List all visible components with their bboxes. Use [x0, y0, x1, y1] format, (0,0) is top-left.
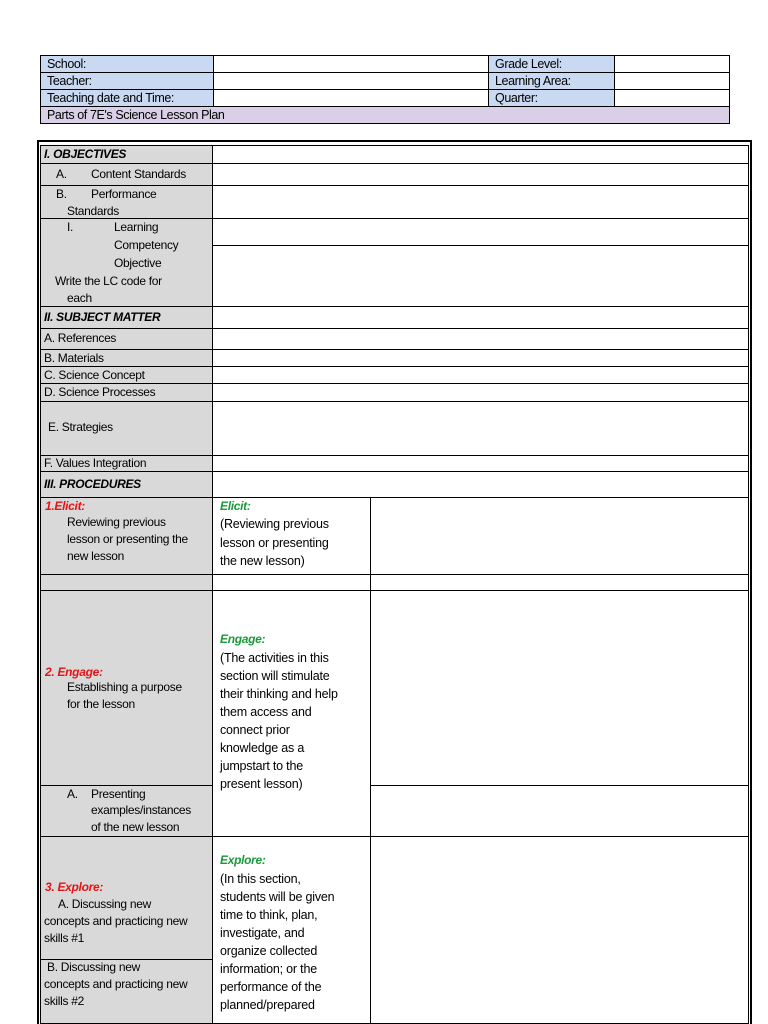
learning-competency-label-3: Objective: [114, 256, 162, 270]
lc-code-field[interactable]: [212, 245, 749, 307]
engage-desc-1: Establishing a purpose: [67, 680, 182, 694]
explore-a-1: A. Discussing new: [58, 897, 151, 911]
explore-guide-5: organize collected: [220, 944, 318, 958]
performance-standards-letter: B.: [56, 187, 67, 201]
school-field[interactable]: [214, 56, 489, 73]
elicit-label: 1.Elicit:: [45, 499, 85, 513]
teacher-field[interactable]: [214, 73, 489, 90]
objectives-title: I. OBJECTIVES: [44, 147, 127, 161]
engage-guide-7: jumpstart to the: [220, 759, 303, 773]
content-standards-field[interactable]: [212, 163, 749, 186]
engage-guide-title: Engage:: [220, 632, 266, 646]
elicit-guide-title: Elicit:: [220, 499, 251, 513]
header-info-table: [40, 55, 730, 124]
science-concept-field[interactable]: [212, 366, 749, 384]
explore-field[interactable]: [370, 836, 749, 1024]
content-standards-row: [40, 163, 213, 186]
explore-guide-3: time to think, plan,: [220, 908, 318, 922]
elicit-guide: [212, 497, 371, 575]
references-label: A. References: [44, 331, 117, 345]
performance-standards-field[interactable]: [212, 185, 749, 219]
learning-competency-numeral: I.: [67, 220, 74, 234]
teaching-date-label: Teaching date and Time:: [41, 90, 214, 107]
grade-level-field[interactable]: [615, 56, 730, 73]
teacher-label: Teacher:: [41, 73, 214, 90]
quarter-label: Quarter:: [489, 90, 615, 107]
engage-field[interactable]: [370, 590, 749, 786]
explore-guide-title: Explore:: [220, 853, 266, 867]
engage-guide-3: their thinking and help: [220, 687, 338, 701]
spacer-field[interactable]: [370, 574, 749, 591]
lc-code-note-1: Write the LC code for: [55, 274, 162, 288]
performance-standards-row: [40, 185, 213, 219]
explore-b-1: B. Discussing new: [47, 960, 140, 974]
explore-b-2: concepts and practicing new: [44, 977, 188, 991]
science-processes-row: [40, 383, 213, 402]
parts-of-7e-label: Parts of 7E's Science Lesson Plan: [41, 107, 730, 124]
procedures-field[interactable]: [212, 471, 749, 498]
explore-b-3: skills #2: [44, 994, 84, 1008]
science-processes-field[interactable]: [212, 383, 749, 402]
learning-competency-row: [40, 218, 213, 307]
grade-level-label: Grade Level:: [489, 56, 615, 73]
presenting-examples-row: [40, 785, 213, 837]
explore-guide: [212, 836, 371, 1024]
elicit-guide-1: (Reviewing previous: [220, 517, 329, 531]
objectives-field[interactable]: [212, 145, 749, 164]
spacer-row: [40, 574, 213, 591]
explore-guide-6: information; or the: [220, 962, 317, 976]
teaching-date-field[interactable]: [214, 90, 489, 107]
learning-competency-label-2: Competency: [114, 238, 179, 252]
subject-matter-header: [40, 306, 213, 329]
strategies-field[interactable]: [212, 401, 749, 456]
content-standards-letter: A.: [56, 167, 67, 181]
references-row: [40, 328, 213, 350]
learning-competency-label-1: Learning: [114, 220, 159, 234]
engage-guide-4: them access and: [220, 705, 312, 719]
objectives-header: [40, 145, 213, 164]
values-integration-row: [40, 455, 213, 472]
explore-guide-8: planned/prepared: [220, 998, 315, 1012]
elicit-guide-2: lesson or presenting: [220, 536, 329, 550]
explore-b-row: [40, 959, 213, 1024]
explore-label: 3. Explore:: [45, 880, 104, 894]
references-field[interactable]: [212, 328, 749, 350]
school-label: School:: [41, 56, 214, 73]
procedures-title: III. PROCEDURES: [44, 477, 141, 491]
engage-guide-6: knowledge as a: [220, 741, 305, 755]
engage-guide-1: (The activities in this: [220, 651, 329, 665]
engage-guide-2: section will stimulate: [220, 669, 330, 683]
presenting-examples-label-3: of the new lesson: [91, 820, 180, 834]
elicit-desc-1: Reviewing previous: [67, 515, 166, 529]
quarter-field[interactable]: [615, 90, 730, 107]
materials-field[interactable]: [212, 349, 749, 367]
presenting-examples-letter: A.: [67, 787, 78, 801]
presenting-examples-label-2: examples/instances: [91, 803, 191, 817]
engage-row: [40, 590, 213, 786]
subject-matter-field[interactable]: [212, 306, 749, 329]
explore-a-2: concepts and practicing new: [44, 914, 188, 928]
strategies-row: [40, 401, 213, 456]
procedures-header: [40, 471, 213, 498]
spacer-guide: [212, 574, 371, 591]
values-integration-label: F. Values Integration: [44, 456, 147, 470]
elicit-desc-3: new lesson: [67, 549, 125, 563]
presenting-examples-label-1: Presenting: [91, 787, 146, 801]
subject-matter-title: II. SUBJECT MATTER: [44, 310, 161, 324]
explore-guide-1: (In this section,: [220, 872, 301, 886]
science-concept-row: [40, 366, 213, 384]
science-processes-label: D. Science Processes: [44, 385, 156, 399]
explore-guide-4: investigate, and: [220, 926, 305, 940]
explore-a-3: skills #1: [44, 931, 84, 945]
lc-code-note-2: each: [67, 291, 92, 305]
engage-guide-8: present lesson): [220, 777, 303, 791]
elicit-guide-3: the new lesson): [220, 554, 305, 568]
explore-guide-2: students will be given: [220, 890, 335, 904]
engage-desc-2: for the lesson: [67, 697, 135, 711]
explore-guide-7: performance of the: [220, 980, 322, 994]
presenting-examples-field[interactable]: [370, 785, 749, 837]
elicit-row: [40, 497, 213, 575]
content-standards-label: Content Standards: [91, 167, 186, 181]
science-concept-label: C. Science Concept: [44, 368, 145, 382]
strategies-label: E. Strategies: [48, 420, 113, 434]
engage-guide: [212, 590, 371, 837]
learning-area-field[interactable]: [615, 73, 730, 90]
elicit-desc-2: lesson or presenting the: [67, 532, 188, 546]
performance-standards-label: Performance: [91, 187, 157, 201]
learning-area-label: Learning Area:: [489, 73, 615, 90]
learning-competency-field[interactable]: [212, 218, 749, 246]
values-integration-field[interactable]: [212, 455, 749, 472]
performance-standards-label-2: Standards: [67, 204, 120, 218]
engage-label: 2. Engage:: [45, 665, 103, 679]
elicit-field[interactable]: [370, 497, 749, 575]
explore-row: [40, 836, 213, 960]
materials-label: B. Materials: [44, 351, 104, 365]
engage-guide-5: connect prior: [220, 723, 290, 737]
materials-row: [40, 349, 213, 367]
